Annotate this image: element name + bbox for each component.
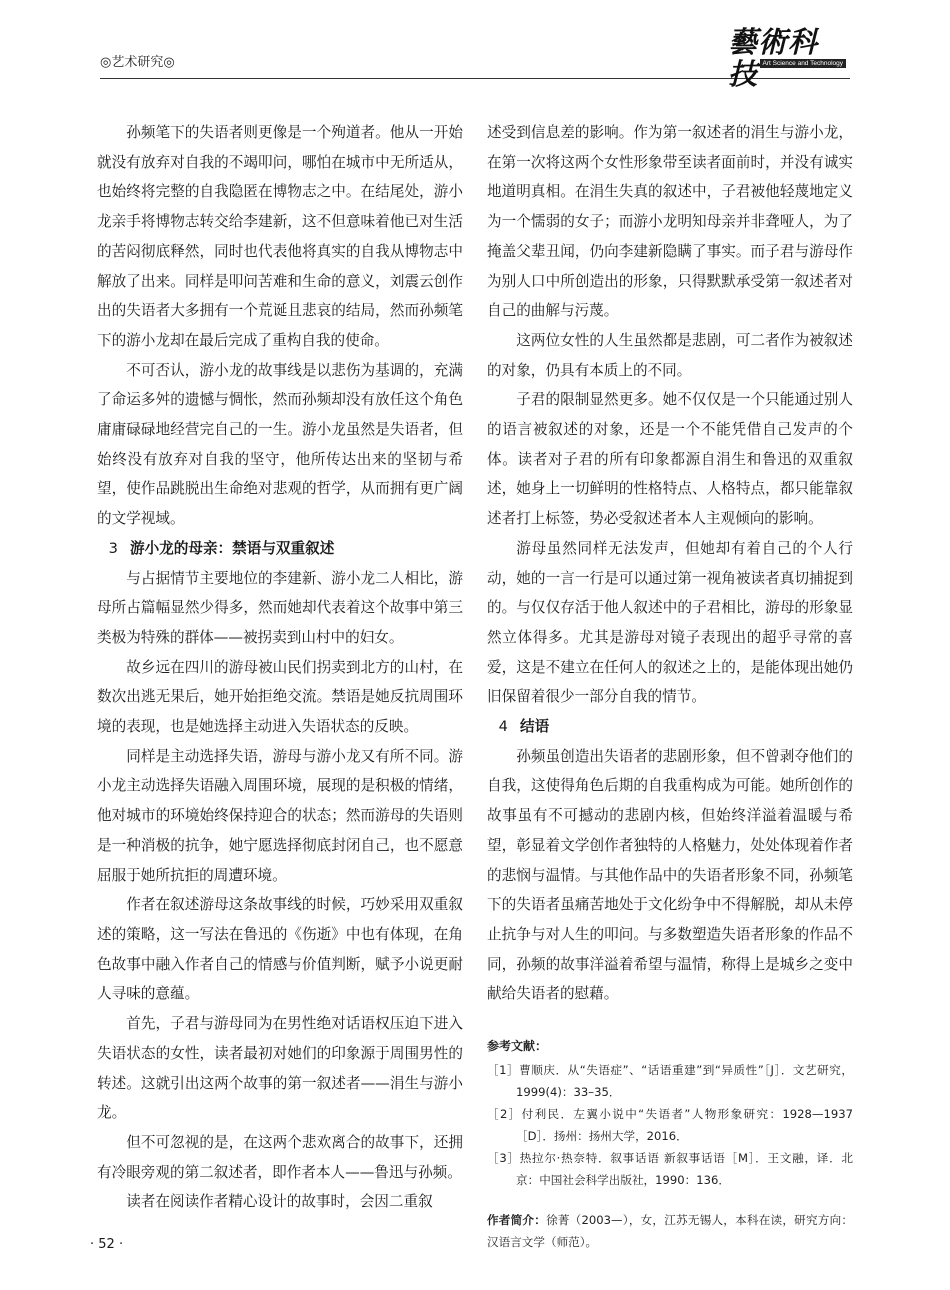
section-heading <box>97 534 463 564</box>
author-bio-text: 徐菁（2003—），女，江苏无锡人，本科在读，研究方向：汉语言文学（师范）。 <box>487 1213 853 1250</box>
paragraph: 这两位女性的人生虽然都是悲剧，可二者作为被叙述的对象，仍具有本质上的不同。 <box>487 331 853 379</box>
paragraph: 不可否认，游小龙的故事线是以悲伤为基调的，充满了命运多舛的遗憾与惆怅，然而孙频却没有放任这个角色庸庸碌碌地经营完自己的一生。游小龙虽然是失语者，但始终没有放弃对自我的坚守，他所传达出来的坚韧与希望，使作品跳脱出生命绝对悲观的哲学，从而拥有更广阔的文学视域。 <box>97 361 463 528</box>
section-number: 3 <box>108 539 118 557</box>
journal-logo-en: Art Science and Technology <box>760 59 846 68</box>
section-label: ◎艺术研究◎ <box>100 55 175 70</box>
section-number: 4 <box>498 718 508 736</box>
author-bio <box>487 1209 853 1253</box>
references-title: 参考文献： <box>487 1039 548 1054</box>
paragraph: 但不可忽视的是，在这两个悲欢离合的故事下，还拥有冷眼旁观的第二叙述者，即作者本人——鲁迅与孙频。 <box>97 1133 463 1181</box>
page-number: · 52 · <box>90 1237 124 1252</box>
page-header <box>100 20 850 91</box>
paragraph: 同样是主动选择失语，游母与游小龙又有所不同。游小龙主动选择失语融入周围环境，展现的是积极的情绪，他对城市的环境始终保持迎合的状态；然而游母的失语则是一种消极的抗争，她宁愿选择彻底封闭自己，也不愿意屈服于她所抗拒的周遭环境。 <box>97 747 463 884</box>
section-title: 游小龙的母亲：禁语与双重叙述 <box>129 539 335 557</box>
paragraph-continued: 述受到信息差的影响。作为第一叙述者的涓生与游小龙，在第一次将这两个女性形象带至读者面前时，并没有诚实地道明真相。在涓生失真的叙述中，子君被他轻蔑地定义为一个懦弱的女子；而游小龙明知母亲并非聋哑人，为了掩盖父辈丑闻，仍向李建新隐瞒了事实。而子君与游母作为别人口中所创造出的形象，只得默默承受第一叙述者对自己的曲解与污蔑。 <box>487 124 853 320</box>
section-heading <box>487 712 853 742</box>
reference-item: ［2］付利民．左翼小说中“失语者”人物形象研究：1928—1937［D］．扬州：扬州大学，2016． <box>487 1107 853 1144</box>
author-bio-label: 作者简介： <box>487 1213 547 1228</box>
right-column-body <box>487 118 853 1009</box>
paragraph: 故乡远在四川的游母被山民们拐卖到北方的山村，在数次出逃无果后，她开始拒绝交流。禁语是她反抗周围环境的表现，也是她选择主动进入失语状态的反映。 <box>97 658 463 736</box>
left-column <box>97 118 463 1217</box>
references <box>487 1035 853 1191</box>
journal-logo <box>728 25 846 91</box>
reference-item: ［1］曹顺庆．从“失语症”、“话语重建”到“异质性”［J］．文艺研究，1999(4)：33–35． <box>487 1063 853 1100</box>
section-title: 结语 <box>519 718 550 736</box>
paragraph: 孙频虽创造出失语者的悲剧形象，但不曾剥夺他们的自我，这使得角色后期的自我重构成为可能。她所创作的故事虽有不可撼动的悲剧内核，但始终洋溢着温暖与希望，彰显着文学创作者独特的人格魅力，处处体现着作者的悲悯与温情。与其他作品中的失语者形象不同，孙频笔下的失语者虽痛苦地处于文化纷争中不得解脱，却从未停止抗争与对人生的叩问。与多数塑造失语者形象的作品不同，孙频的故事洋溢着希望与温情，称得上是城乡之变中献给失语者的慰藉。 <box>487 747 853 1003</box>
paragraph: 作者在叙述游母这条故事线的时候，巧妙采用双重叙述的策略，这一写法在鲁迅的《伤逝》中也有体现，在角色故事中融入作者自己的情感与价值判断，赋予小说更耐人寻味的意蕴。 <box>97 896 463 1003</box>
paragraph: 读者在阅读作者精心设计的故事时，会因二重叙 <box>126 1193 433 1211</box>
journal-logo-cn: 藝術科技 <box>728 25 819 91</box>
paragraph: 与占据情节主要地位的李建新、游小龙二人相比，游母所占篇幅显然少得多，然而她却代表着这个故事中第三类极为特殊的群体——被拐卖到山村中的妇女。 <box>97 569 463 646</box>
paragraph: 子君的限制显然更多。她不仅仅是一个只能通过别人的语言被叙述的对象，还是一个不能凭借自己发声的个体。读者对子君的所有印象都源自涓生和鲁迅的双重叙述，她身上一切鲜明的性格特点、人格特点，都只能靠叙述者打上标签，势必受叙述者本人主观倾向的影响。 <box>487 391 853 528</box>
reference-item: ［3］热拉尔·热奈特．叙事话语 新叙事话语［M］．王文融，译．北京：中国社会科学出版社，1990：136． <box>487 1151 853 1188</box>
paragraph: 孙频笔下的失语者则更像是一个殉道者。他从一开始就没有放弃对自我的不竭叩问，哪怕在城市中无所适从，也始终将完整的自我隐匿在博物志之中。在结尾处，游小龙亲手将博物志转交给李建新，这不但意味着他已对生活的苦闷彻底释然，同时也代表他将真实的自我从博物志中解放了出来。同样是叩问苦难和生命的意义，刘震云创作出的失语者大多拥有一个荒诞且悲哀的结局，然而孙频笔下的游小龙却在最后完成了重构自我的使命。 <box>97 124 463 349</box>
paragraph: 游母虽然同样无法发声，但她却有着自己的个人行动，她的一言一行是可以通过第一视角被读者真切捕捉到的。与仅仅存活于他人叙述中的子君相比，游母的形象显然立体得多。尤其是游母对镜子表现出的超乎寻常的喜爱，这是不建立在任何人的叙述之上的，是能体现出她仍旧保留着很少一部分自我的情节。 <box>487 539 853 706</box>
paragraph: 首先，子君与游母同为在男性绝对话语权压迫下进入失语状态的女性，读者最初对她们的印象源于周围男性的转述。这就引出这两个故事的第一叙述者——涓生与游小龙。 <box>97 1015 463 1122</box>
right-column <box>487 118 853 1253</box>
